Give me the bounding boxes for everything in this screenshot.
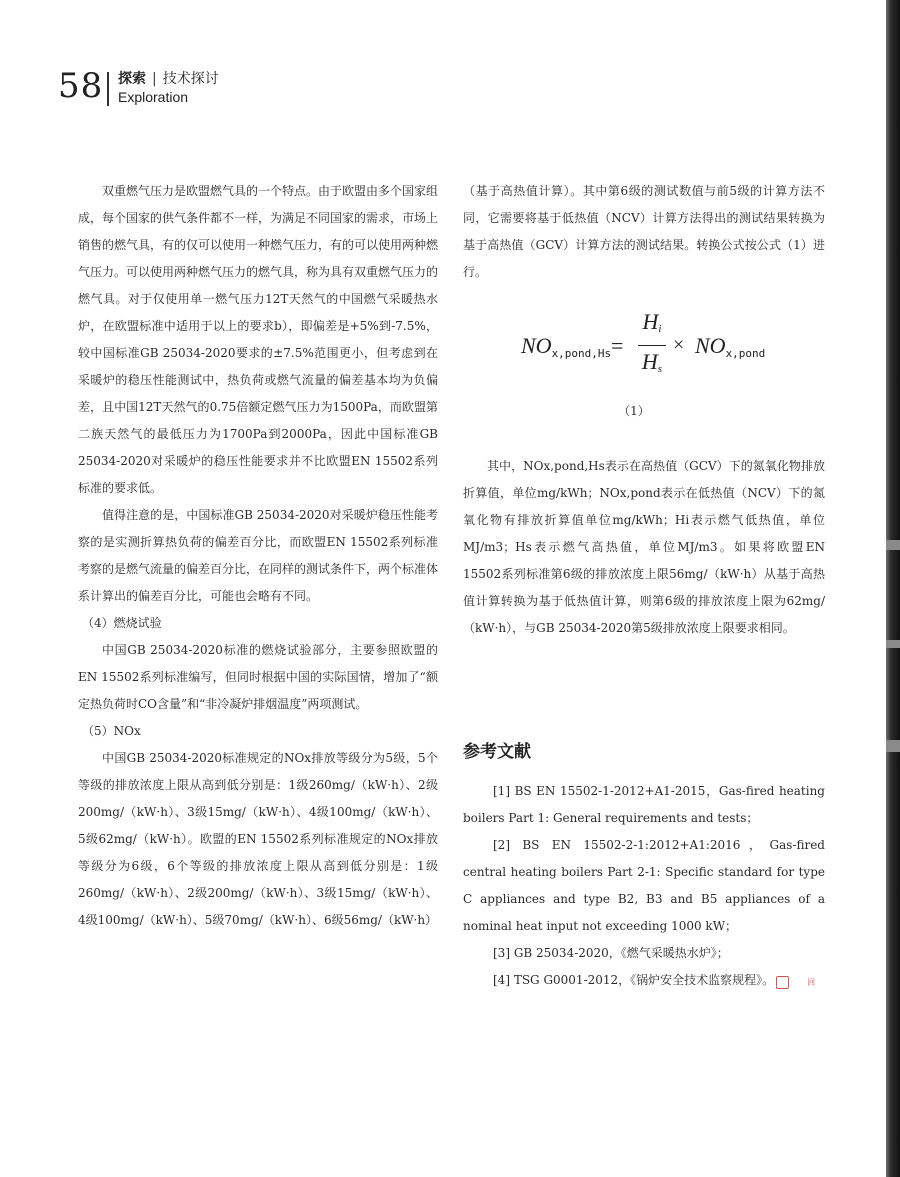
page-edge-strip [886, 0, 900, 1177]
formula-rhs: $NO_{x,pond}$ [695, 333, 766, 360]
formula-label: （1） [618, 404, 650, 418]
paragraph: 中国GB 25034-2020标准的燃烧试验部分，主要参照欧盟的EN 15502系列标准编写，但同时根据中国的实际国情，增加了“额定热负荷时CO含量”和“非冷凝炉排烟温度”两项测试。 [78, 643, 438, 711]
formula-equals: = [611, 333, 624, 358]
subheading: （5）NOx [82, 724, 141, 738]
formula-numerator: $H_i$ [642, 309, 662, 335]
formula-times: × [673, 334, 685, 356]
paragraph: 其中，NOx,pond,Hs表示在高热值（GCV）下的氮氧化物排放折算值，单位mg/kWh；NOx,pond表示在低热值（NCV）下的氮氧化物有排放折算值单位mg/kWh；Hi表示燃气低热值，单位MJ/m3；Hs表示燃气高热值，单位MJ/m3。如果将欧盟EN 15502系列标准第6级的排放浓度上限56mg/（kW·h）从基于高热值计算转换为基于低热值计算，则第6级的排放浓度上限为62mg/（kW·h），与GB 25034-2020第5级排放浓度上限要求相同。 [463, 459, 825, 635]
paragraph: 中国GB 25034-2020标准规定的NOx排放等级分为5级，5个等级的排放浓度上限从高到低分别是：1级260mg/（kW·h）、2级200mg/（kW·h）、3级15mg/（kW·h）、4级100mg/（kW·h）、5级62mg/（kW·h）。欧盟的EN 15502系列标准规定的NOx排放等级分为6级，6个等级的排放浓度上限从高到低分别是：1级260mg/（kW·h）、2级200mg/（kW·h）、3级15mg/（kW·h）、4级100mg/（kW·h）、5级70mg/（kW·h）、6级56mg/（kW·h） [78, 751, 438, 927]
references-title: 参考文献 [463, 742, 531, 762]
end-mark-icon: 回 [776, 976, 789, 989]
header-section-en: Exploration [118, 89, 189, 105]
page-number: 58 [58, 66, 104, 106]
left-column [78, 178, 438, 934]
header-category: 技术探讨 [162, 71, 219, 87]
reference-item: [3] GB 25034-2020，《燃气采暖热水炉》； [493, 946, 729, 960]
reference-item: [4] TSG G0001-2012，《锅炉安全技术监察规程》。 回 [493, 973, 816, 987]
paragraph: （基于高热值计算）。其中第6级的测试数值与前5级的计算方法不同，它需要将基于低热值（NCV）计算方法得出的测试结果转换为基于高热值（GCV）计算方法的测试结果。转换公式按公式（1）进行。 [463, 184, 825, 279]
running-header [118, 70, 219, 106]
subheading: （4）燃烧试验 [82, 616, 162, 630]
references-list [463, 778, 825, 994]
header-separator: | [152, 71, 157, 87]
header-divider [107, 72, 109, 106]
formula-lhs: $NO_{x,pond,Hs}$ [521, 333, 612, 360]
paragraph: 值得注意的是，中国标准GB 25034-2020对采暖炉稳压性能考察的是实测折算热负荷的偏差百分比，而欧盟EN 15502系列标准考察的是燃气流量的偏差百分比，在同样的测试条件下，两个标准体系计算出的偏差百分比，可能也会略有不同。 [78, 508, 439, 603]
reference-item: [1] BS EN 15502-1-2012+A1-2015，Gas-fired heating boilers Part 1: General requirements and tests； [463, 784, 825, 825]
right-column [463, 178, 825, 994]
formula-fraction [638, 308, 666, 383]
formula-denominator: $H_s$ [641, 349, 663, 375]
paragraph: 双重燃气压力是欧盟燃气具的一个特点。由于欧盟由多个国家组成，每个国家的供气条件都不一样，为满足不同国家的需求，市场上销售的燃气具，有的仅可以使用一种燃气压力，有的可以使用两种燃气压力。可以使用两种燃气压力的燃气具，称为具有双重燃气压力的燃气具。对于仅使用单一燃气压力12T天然气的中国燃气采暖热水炉，在欧盟标准中适用于以上的要求b），即偏差是+5%到-7.5%，较中国标准GB 25034-2020要求的±7.5%范围更小，但考虑到在采暖炉的稳压性能测试中，热负荷或燃气流量的偏差基本均为负偏差，且中国12T天然气的0.75倍额定燃气压力为1500Pa，而欧盟第二族天然气的最低压力为1700Pa到2000Pa，因此中国标准GB 25034-2020对采暖炉的稳压性能要求并不比欧盟EN 15502系列标准的要求低。 [78, 184, 439, 495]
reference-item: [2] BS EN 15502-2-1:2012+A1:2016，Gas-fired central heating boilers Part 2-1: Specific standard for type C appliances and type B2, B3 and B5 appliances of a nominal heat input not exceeding 1000 kW； [463, 838, 825, 933]
formula [463, 308, 825, 392]
fraction-bar [638, 345, 666, 346]
header-section: 探索 [118, 71, 146, 87]
